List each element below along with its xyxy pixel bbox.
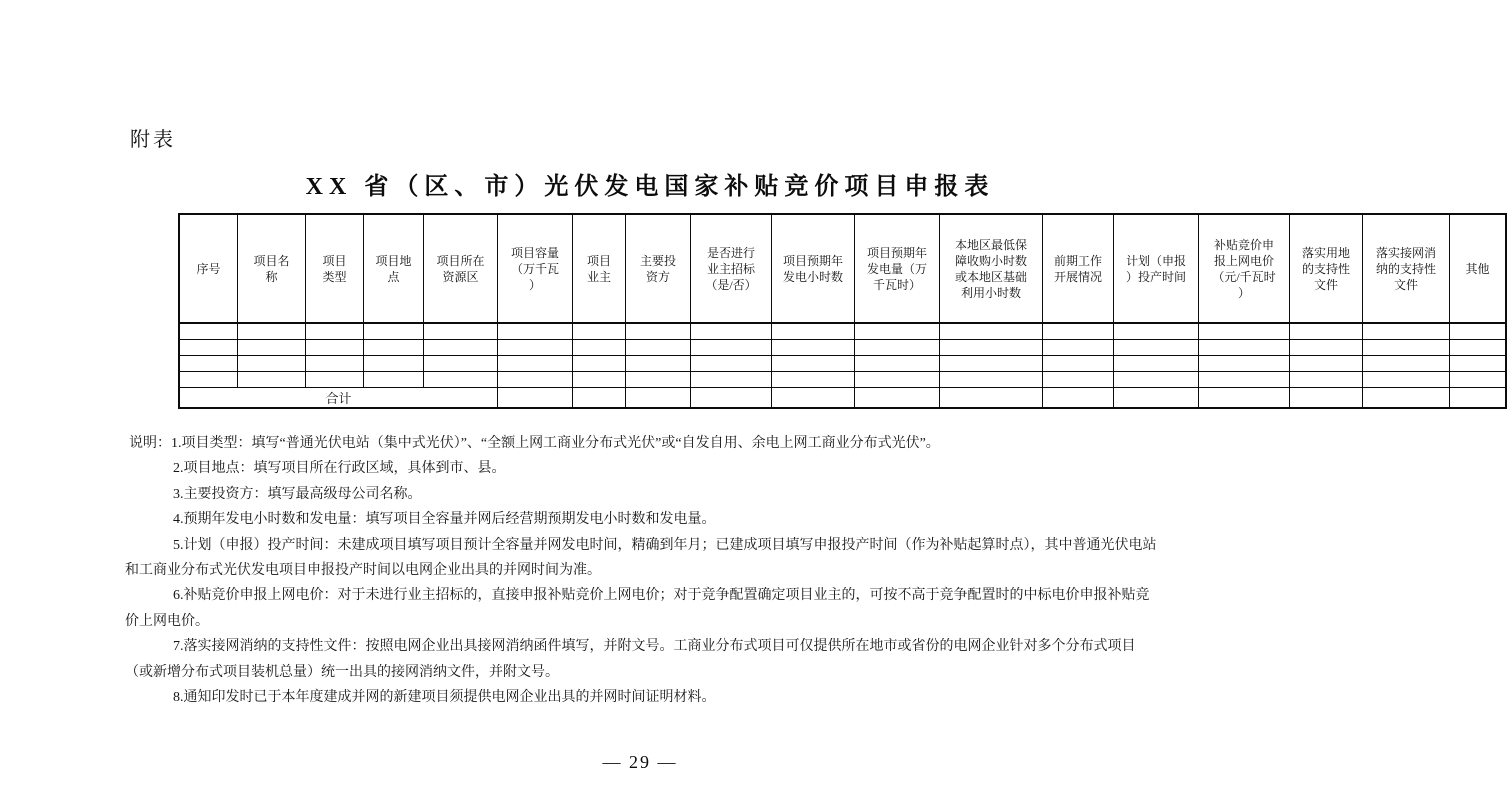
empty-cell: [691, 372, 772, 388]
empty-cell: [940, 372, 1043, 388]
empty-cell: [626, 340, 691, 356]
empty-cell: [1043, 340, 1114, 356]
empty-cell: [772, 356, 855, 372]
empty-cell: [364, 323, 424, 340]
column-header-18: 其他: [1450, 214, 1507, 323]
table-body: [179, 323, 1506, 408]
column-header-10: 项目预期年发电小时数: [772, 214, 855, 323]
table-header: [179, 214, 1506, 323]
empty-cell: [772, 323, 855, 340]
empty-cell: [1043, 372, 1114, 388]
empty-cell: [1450, 356, 1507, 372]
empty-cell: [1450, 323, 1507, 340]
column-header-4: 项目地点: [364, 214, 424, 323]
empty-cell: [424, 356, 498, 372]
empty-cell: [772, 372, 855, 388]
column-header-2: 项目名称: [238, 214, 306, 323]
empty-cell: [855, 372, 940, 388]
empty-cell: [179, 372, 238, 388]
empty-cell: [179, 340, 238, 356]
empty-cell: [940, 323, 1043, 340]
empty-cell: [238, 323, 306, 340]
column-header-5: 项目所在资源区: [424, 214, 498, 323]
empty-cell: [424, 340, 498, 356]
empty-cell: [1043, 323, 1114, 340]
empty-cell: [1290, 356, 1363, 372]
empty-cell: [573, 340, 626, 356]
empty-cell: [691, 356, 772, 372]
empty-cell: [772, 340, 855, 356]
empty-cell: [498, 372, 573, 388]
table-header-row: [179, 214, 1506, 323]
empty-cell: [238, 372, 306, 388]
empty-cell: [626, 323, 691, 340]
note-item-3: 3.主要投资方：填写最高级母公司名称。: [173, 486, 422, 502]
empty-cell: [498, 356, 573, 372]
page-number: — 29 —: [602, 752, 678, 772]
empty-cell: [364, 340, 424, 356]
empty-cell: [1043, 356, 1114, 372]
empty-cell: [306, 372, 364, 388]
empty-cell: [1363, 356, 1450, 372]
table-row: [179, 356, 1506, 372]
empty-cell: [1363, 372, 1450, 388]
total-empty-cell: [1043, 388, 1114, 409]
page-title: XX 省（区、市）光伏发电国家补贴竞价项目申报表: [305, 174, 995, 200]
empty-cell: [1199, 340, 1290, 356]
empty-cell: [1114, 340, 1199, 356]
total-label-cell: 合计: [179, 388, 498, 409]
empty-cell: [1114, 323, 1199, 340]
column-header-7: 项目业主: [573, 214, 626, 323]
total-row: [179, 388, 1506, 409]
table-row: [179, 323, 1506, 340]
empty-cell: [1363, 340, 1450, 356]
empty-cell: [238, 340, 306, 356]
empty-cell: [573, 323, 626, 340]
empty-cell: [940, 340, 1043, 356]
empty-cell: [1114, 372, 1199, 388]
total-empty-cell: [1450, 388, 1507, 409]
total-empty-cell: [573, 388, 626, 409]
total-empty-cell: [855, 388, 940, 409]
column-header-16: 落实用地的支持性文件: [1290, 214, 1363, 323]
total-empty-cell: [940, 388, 1043, 409]
total-empty-cell: [1290, 388, 1363, 409]
note-item-7: 7.落实接网消纳的支持性文件：按照电网企业出具接网消纳函件填写，并附文号。工商业分布式项目可仅提供所在地市或省份的电网企业针对多个分布式项目（或新增分布式项目装机总量）统一出具的接网消纳文件，并附文号。: [125, 639, 1136, 680]
total-empty-cell: [691, 388, 772, 409]
notes-section: [125, 431, 1157, 710]
note-item-1: [125, 431, 1157, 456]
note-item-8: 8.通知印发时已于本年度建成并网的新建项目须提供电网企业出具的并网时间证明材料。: [173, 690, 716, 706]
empty-cell: [1290, 372, 1363, 388]
empty-cell: [1363, 323, 1450, 340]
empty-cell: [1450, 372, 1507, 388]
column-header-8: 主要投资方: [626, 214, 691, 323]
total-empty-cell: [1114, 388, 1199, 409]
empty-cell: [498, 340, 573, 356]
empty-cell: [691, 340, 772, 356]
column-header-11: 项目预期年发电量（万千瓦时）: [855, 214, 940, 323]
note-item-6: 6.补贴竞价申报上网电价：对于未进行业主招标的，直接申报补贴竞价上网电价；对于竞争配置确定项目业主的，可按不高于竞争配置时的中标电价申报补贴竞价上网电价。: [125, 588, 1150, 629]
empty-cell: [498, 323, 573, 340]
empty-cell: [424, 372, 498, 388]
total-empty-cell: [626, 388, 691, 409]
table-row: [179, 372, 1506, 388]
column-header-14: 计划（申报）投产时间: [1114, 214, 1199, 323]
empty-cell: [691, 323, 772, 340]
empty-cell: [1199, 323, 1290, 340]
column-header-9: 是否进行业主招标（是/否）: [691, 214, 772, 323]
note-item-2: 2.项目地点：填写项目所在行政区域，具体到市、县。: [173, 461, 506, 477]
column-header-13: 前期工作开展情况: [1043, 214, 1114, 323]
column-header-6: 项目容量（万千瓦）: [498, 214, 573, 323]
empty-cell: [1199, 372, 1290, 388]
total-empty-cell: [772, 388, 855, 409]
empty-cell: [1290, 323, 1363, 340]
column-header-17: 落实接网消纳的支持性文件: [1363, 214, 1450, 323]
empty-cell: [626, 372, 691, 388]
empty-cell: [179, 323, 238, 340]
empty-cell: [179, 356, 238, 372]
note-text-1: 1.项目类型：填写“普通光伏电站（集中式光伏）”、“全额上网工商业分布式光伏”或“自发自用、余电上网工商业分布式光伏”。: [171, 436, 940, 451]
column-header-12: 本地区最低保障收购小时数或本地区基础利用小时数: [940, 214, 1043, 323]
note-item-4: 4.预期年发电小时数和发电量：填写项目全容量并网后经营期预期发电小时数和发电量。: [173, 512, 716, 528]
table-row: [179, 340, 1506, 356]
empty-cell: [940, 356, 1043, 372]
application-form-table: [178, 213, 1507, 409]
total-empty-cell: [498, 388, 573, 409]
empty-cell: [626, 356, 691, 372]
notes-label: 说明：: [129, 436, 171, 451]
column-header-1: 序号: [179, 214, 238, 323]
empty-cell: [1114, 356, 1199, 372]
column-header-15: 补贴竞价申报上网电价（元/千瓦时）: [1199, 214, 1290, 323]
empty-cell: [306, 340, 364, 356]
empty-cell: [364, 356, 424, 372]
empty-cell: [306, 356, 364, 372]
empty-cell: [573, 356, 626, 372]
empty-cell: [1199, 356, 1290, 372]
empty-cell: [1290, 340, 1363, 356]
empty-cell: [306, 323, 364, 340]
total-empty-cell: [1199, 388, 1290, 409]
empty-cell: [424, 323, 498, 340]
appendix-label: 附表: [130, 129, 176, 151]
total-empty-cell: [1363, 388, 1450, 409]
note-item-5: 5.计划（申报）投产时间：未建成项目填写项目预计全容量并网发电时间，精确到年月；已建成项目填写申报投产时间（作为补贴起算时点），其中普通光伏电站和工商业分布式光伏发电项目申报投产时间以电网企业出具的并网时间为准。: [125, 537, 1157, 579]
empty-cell: [855, 356, 940, 372]
column-header-3: 项目类型: [306, 214, 364, 323]
empty-cell: [238, 356, 306, 372]
empty-cell: [855, 323, 940, 340]
empty-cell: [573, 372, 626, 388]
empty-cell: [364, 372, 424, 388]
empty-cell: [1450, 340, 1507, 356]
empty-cell: [855, 340, 940, 356]
